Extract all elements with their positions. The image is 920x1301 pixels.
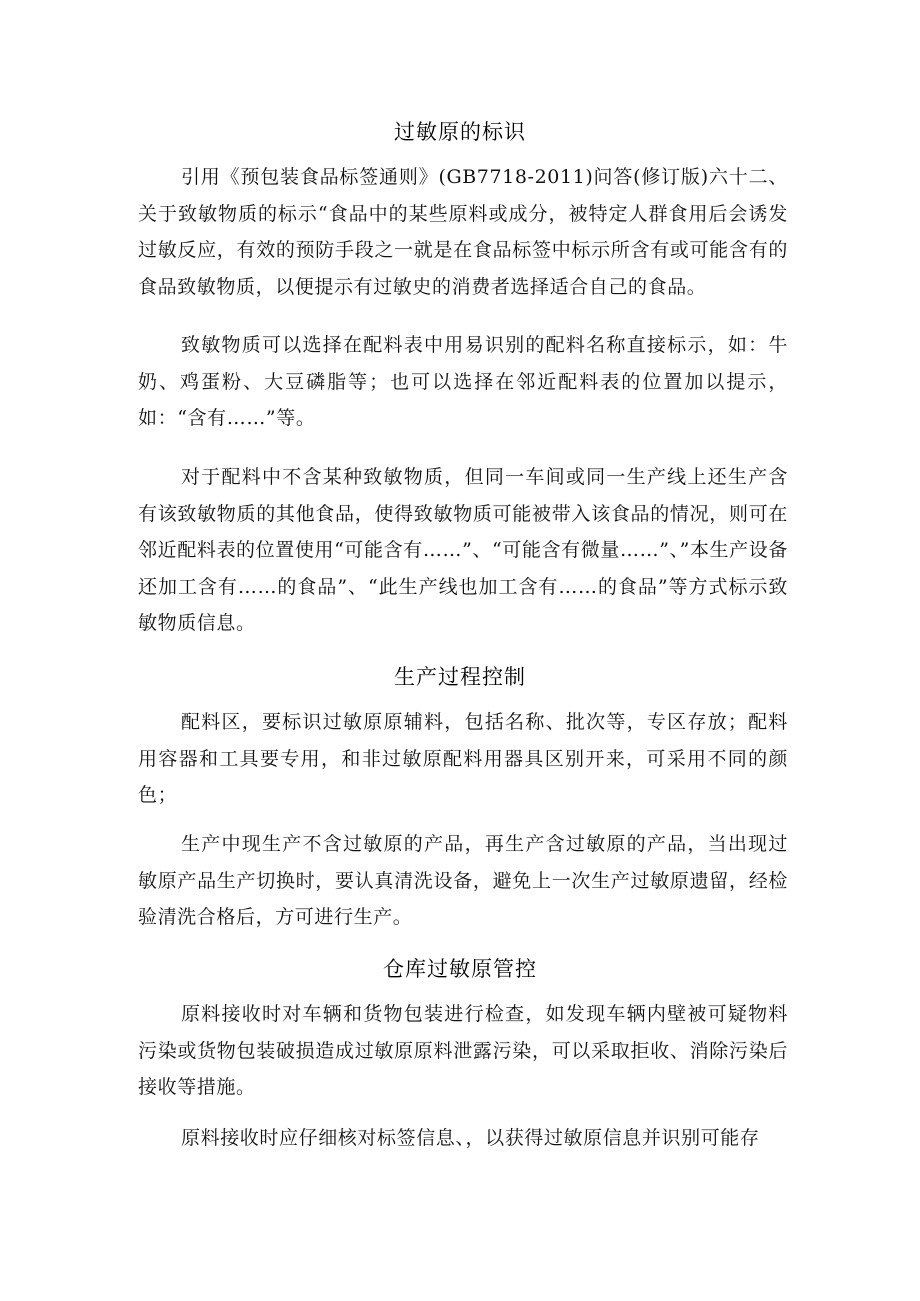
section-heading-allergen-labeling: 过敏原的标识: [394, 120, 526, 144]
paragraph-warehouse-control-1: 原料接收时对车辆和货物包装进行检查，如发现车辆内壁被可疑物料污染或货物包装破损造成过敏原原料泄露污染，可以采取拒收、消除污染后接收等措施。: [138, 1003, 788, 1098]
paragraph-allergen-labeling-2: 致敏物质可以选择在配料表中用易识别的配料名称直接标示，如：牛奶、鸡蛋粉、大豆磷脂等；也可以选择在邻近配料表的位置加以提示，如：“含有……”等。: [138, 334, 788, 429]
section-heading-warehouse-control: 仓库过敏原管控: [383, 957, 537, 981]
section-heading-production-control: 生产过程控制: [394, 665, 526, 689]
paragraph-production-control-1: 配料区，要标识过敏原原辅料，包括名称、批次等，专区存放；配料用容器和工具要专用，和非过敏原配料用器具区别开来，可采用不同的颜色；: [138, 711, 788, 806]
paragraph-allergen-labeling-3: 对于配料中不含某种致敏物质，但同一车间或同一生产线上还生产含有该致敏物质的其他食品，使得致敏物质可能被带入该食品的情况，则可在邻近配料表的位置使用“可能含有……”、“可能含有微量……”、”本生产设备还加工含有……的食品”、“此生产线也加工含有……的食品”等方式标示致敏物质信息。: [138, 466, 788, 634]
paragraph-production-control-2: 生产中现生产不含过敏原的产品，再生产含过敏原的产品，当出现过敏原产品生产切换时，要认真清洗设备，避免上一次生产过敏原遗留，经检验清洗合格后，方可进行生产。: [138, 833, 788, 928]
paragraph-warehouse-control-2: 原料接收时应仔细核对标签信息、，以获得过敏原信息并识别可能存: [181, 1127, 760, 1149]
paragraph-allergen-labeling-1: 引用《预包装食品标签通则》(GB7718-2011)问答(修订版)六十二、关于致敏物质的标示“食品中的某些原料或成分，被特定人群食用后会诱发过敏反应，有效的预防手段之一就是在食品标签中标示所含有或可能含有的食品致敏物质，以便提示有过敏史的消费者选择适合自己的食品。: [138, 166, 788, 298]
